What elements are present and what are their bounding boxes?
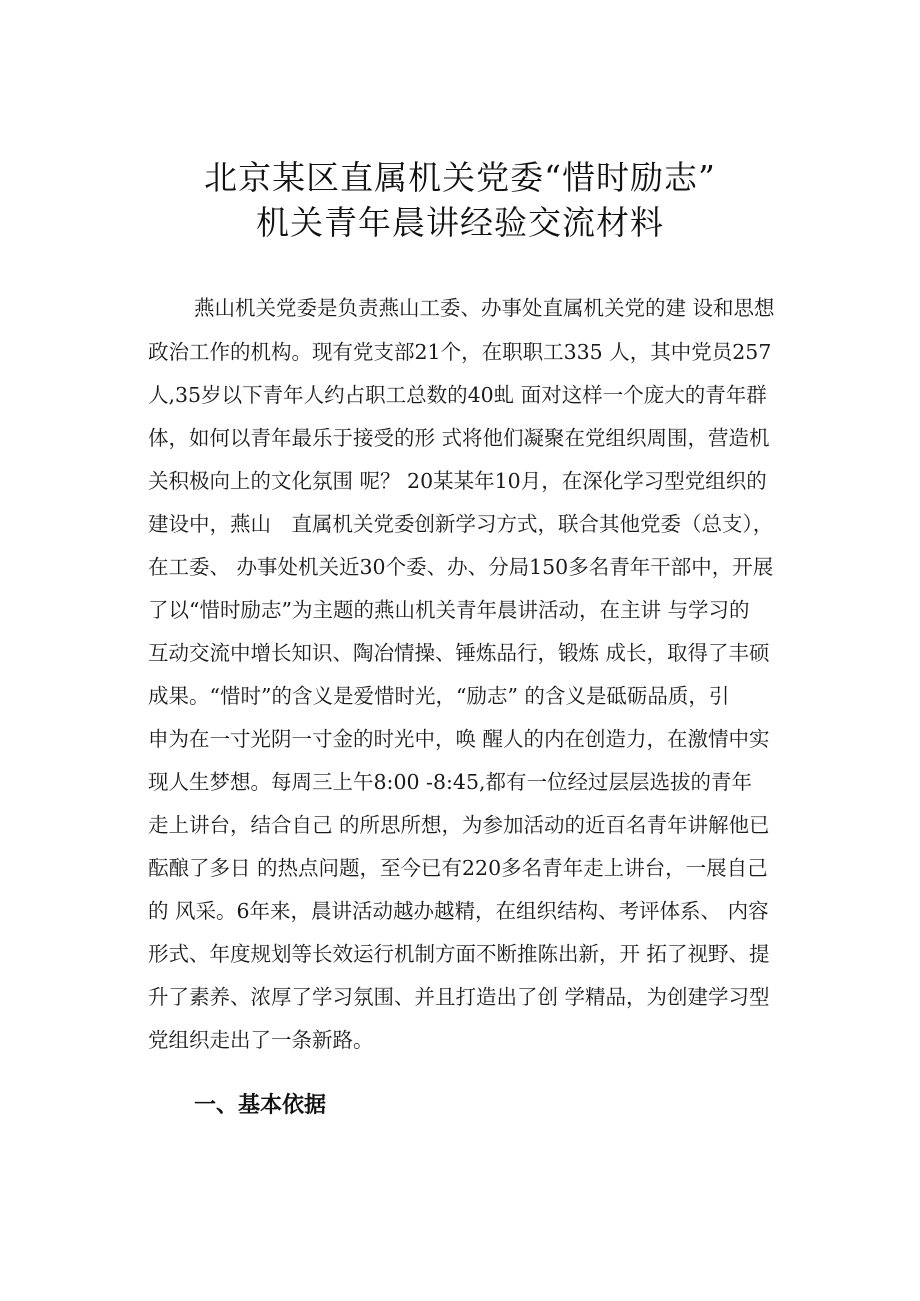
paragraph-line: 燕山机关党委是负责燕山工委、办事处直属机关党的建 设和思想 [194, 296, 775, 320]
paragraph-line: 了以“惜时励志”为主题的燕山机关青年晨讲活动，在主讲 与学习的 [148, 598, 750, 622]
paragraph-line: 的 风采。6年来，晨讲活动越办越精，在组织结构、考评体系、 内容 [148, 899, 769, 923]
paragraph-line: 建设中，燕山 直属机关党委创新学习方式，联合其他党委（总支）， [148, 512, 774, 536]
document-title-line-2: 机关青年晨讲经验交流材料 [256, 203, 664, 242]
paragraph-line: 现人生梦想。每周三上午8:00 -8:45,都有一位经过层层选拔的青年 [148, 770, 753, 794]
paragraph-line: 申为在一寸光阴一寸金的时光中，唤 醒人的内在创造力，在激情中实 [148, 727, 770, 751]
paragraph-line: 人,35岁以下青年人约占职工总数的40虬 面对这样一个庞大的青年群 [148, 383, 767, 407]
paragraph-line: 走上讲台，结合自己 的所思所想，为参加活动的近百名青年讲解他已 [148, 813, 770, 837]
paragraph-line: 升了素养、浓厚了学习氛围、并且打造出了创 学精品，为创建学习型 [148, 985, 770, 1009]
section-heading: 一、基本依据 [194, 1093, 327, 1119]
document-title-line-1: 北京某区直属机关党委“惜时励志” [204, 158, 716, 197]
paragraph-line: 形式、年度规划等长效运行机制方面不断推陈出新，开 拓了视野、提 [148, 942, 770, 966]
paragraph-line: 酝酿了多日 的热点问题，至今已有220多名青年走上讲台，一展自己 [148, 856, 768, 880]
paragraph-line: 互动交流中增长知识、陶冶情操、锤炼品行，锻炼 成长，取得了丰硕 [148, 641, 770, 665]
paragraph-line: 政治工作的机构。现有党支部21个，在职职工335 人，其中党员257 [148, 340, 772, 364]
paragraph-line: 党组织走出了一条新路。 [148, 1028, 374, 1052]
paragraph-line: 体，如何以青年最乐于接受的形 式将他们凝聚在党组织周围，营造机 [148, 426, 770, 450]
paragraph-line: 成果。“惜时”的含义是爱惜时光，“励志” 的含义是砥砺品质，引 [148, 684, 730, 708]
paragraph-line: 关积极向上的文化氛围 呢？ 20某某年10月，在深化学习型党组织的 [148, 469, 767, 493]
paragraph-line: 在工委、 办事处机关近30个委、办、分局150多名青年干部中，开展 [148, 555, 774, 579]
